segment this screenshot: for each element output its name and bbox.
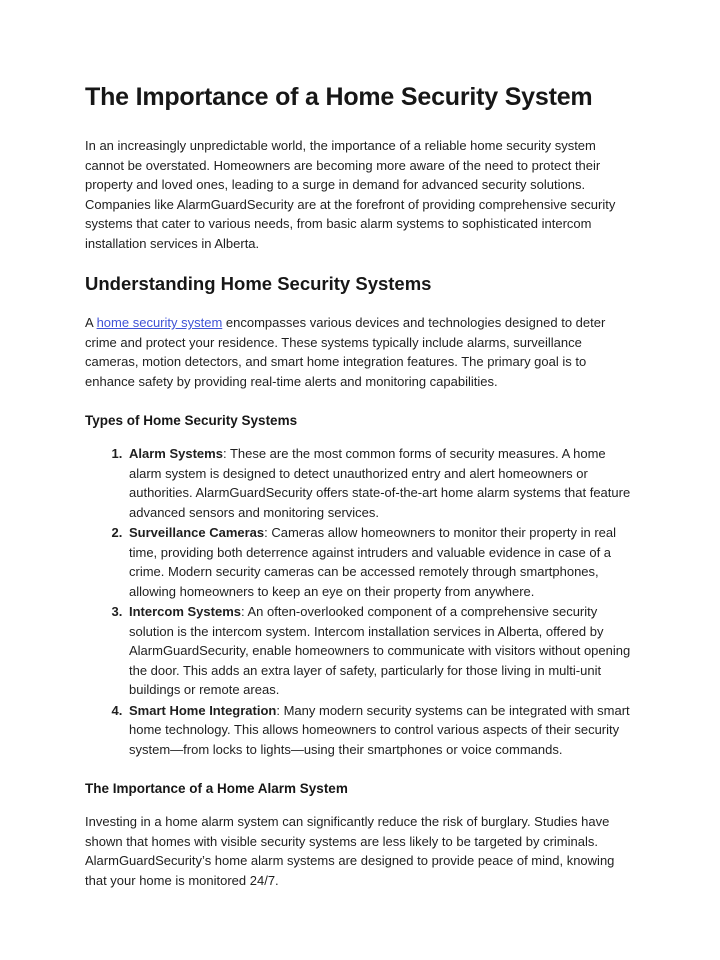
list-item-smart-home-integration [126, 701, 637, 760]
list-item-description: : Cameras allow homeowners to monitor their property in real time, providing both deterrence against intruders and valuable evidence in case of a crime. Modern security cameras can be accessed remotely through smartphones, allowing homeowners to keep an eye on their property from anywhere. [129, 525, 617, 599]
list-item-description: : These are the most common forms of security measures. A home alarm system is designed to detect unauthorized entry and alert homeowners or authorities. AlarmGuardSecurity offers state-of-the-art home alarm systems that feature advanced sensors and monitoring services. [129, 446, 631, 520]
subsection-heading-importance: The Importance of a Home Alarm System [85, 781, 348, 796]
list-item-term: Smart Home Integration [129, 702, 277, 718]
list-item-description: : Many modern security systems can be integrated with smart home technology. This allows homeowners to control various aspects of their security system—from locks to lights—using their smartphones or voice commands. [129, 702, 630, 757]
understanding-paragraph [85, 313, 637, 391]
subsection-heading-types: Types of Home Security Systems [85, 413, 298, 428]
security-types-list [85, 444, 637, 759]
list-item-term: Intercom Systems [129, 604, 241, 619]
list-item-description: : An often-overlooked component of a comprehensive security solution is the intercom system. Intercom installation services in Alberta, offered by AlarmGuardSecurity, enable homeowners to communicate with visitors without opening the door. This adds an extra layer of safety, particularly for those living in multi-unit buildings or remote areas. [129, 604, 631, 697]
list-item-term: Alarm Systems [129, 446, 223, 461]
list-item-term: Surveillance Cameras [129, 525, 265, 540]
document-content [85, 82, 637, 904]
section-heading-understanding: Understanding Home Security Systems [85, 273, 432, 294]
paragraph-text-before-link: A [85, 315, 97, 330]
list-item-surveillance-cameras [126, 523, 637, 601]
intro-paragraph: In an increasingly unpredictable world, the importance of a reliable home security system cannot be overstated. Homeowners are becoming more aware of the need to protect their property and loved ones, leading to a surge in demand for advanced security solutions. Companies like AlarmGuardSecurity are at the forefront of providing comprehensive security systems that cater to various needs, from basic alarm systems to sophisticated intercom installation services in Alberta. [85, 138, 616, 251]
document-title: The Importance of a Home Security System [85, 83, 593, 111]
home-security-system-link[interactable]: home security system [96, 315, 223, 330]
closing-paragraph: Investing in a home alarm system can significantly reduce the risk of burglary. Studies have shown that homes with visible security systems are less likely to be targeted by criminals. AlarmGuardSecurity’s home alarm systems are designed to provide peace of mind, knowing that your home is monitored 24/7. [85, 814, 615, 888]
list-item-intercom-systems [126, 602, 637, 700]
list-item-alarm-systems [126, 444, 637, 522]
paragraph-text-after-link: encompasses various devices and technologies designed to deter crime and protect your residence. These systems typically include alarms, surveillance cameras, motion detectors, and smart home integration features. The primary goal is to enhance safety by providing real-time alerts and monitoring capabilities. [85, 315, 606, 389]
